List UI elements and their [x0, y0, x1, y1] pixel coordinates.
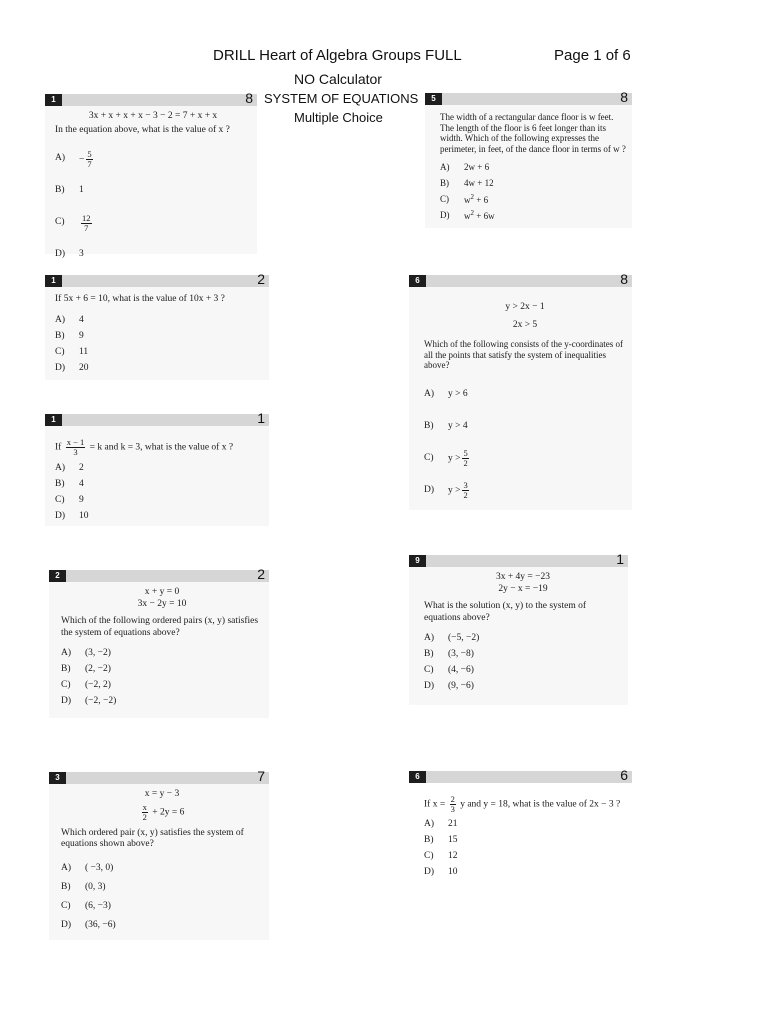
question-number: 9 — [409, 555, 426, 567]
equation: $\frac{x}{2}$ + 2y = 6 — [142, 801, 185, 822]
question-stem: Which of the following ordered pairs (x, y) satisfies the system of equations above? — [61, 616, 259, 638]
equation: x = y − 3 — [144, 789, 180, 799]
choice-value: 15 — [448, 835, 458, 846]
choice-letter: D) — [424, 681, 435, 692]
choice-letter: C) — [55, 346, 65, 357]
choice-value: ( −3, 0) — [85, 863, 114, 874]
answer-choices — [61, 646, 263, 710]
choice-value: 21 — [448, 819, 458, 830]
answer-choice[interactable] — [55, 175, 251, 207]
choice-letter: C) — [61, 680, 71, 691]
choice-value: 10 — [448, 867, 458, 878]
document-title: DRILL Heart of Algebra Groups FULL — [213, 47, 462, 64]
question-header-bar — [409, 275, 632, 287]
answer-choice[interactable] — [424, 833, 626, 849]
question-card — [49, 566, 269, 718]
answer-choice[interactable] — [424, 663, 622, 679]
choice-value: 2w + 6 — [464, 161, 490, 172]
question-stem: In the equation above, what is the value of x ? — [55, 124, 230, 135]
equation: 2x > 5 — [512, 319, 538, 330]
answer-choice[interactable] — [424, 865, 626, 881]
calculator-note: NO Calculator — [294, 71, 382, 87]
answer-choice[interactable] — [55, 345, 263, 361]
answer-choice[interactable] — [424, 849, 626, 865]
choice-letter: C) — [61, 901, 71, 912]
question-number: 2 — [49, 570, 66, 582]
answer-choice[interactable] — [424, 647, 622, 663]
fraction: $\frac{2}{3}$ — [450, 794, 455, 814]
question-format: Multiple Choice — [294, 110, 383, 125]
choice-letter: A) — [61, 863, 72, 874]
choice-value: $w^2 + 6$ — [464, 193, 489, 206]
choice-value: − $\frac{5}{7}$ — [79, 148, 92, 169]
answer-choices — [55, 313, 263, 377]
choice-letter: C) — [440, 193, 449, 204]
answer-choice[interactable] — [61, 898, 263, 917]
answer-choice[interactable] — [440, 159, 626, 175]
choice-value: 4w + 12 — [464, 177, 494, 188]
choice-letter: A) — [424, 633, 435, 644]
answer-choice[interactable] — [55, 143, 251, 175]
choice-value: y > 6 — [448, 388, 468, 399]
choice-value: (6, −3) — [85, 901, 111, 912]
answer-choice[interactable] — [55, 361, 263, 377]
choice-value: 1 — [79, 185, 84, 196]
choice-value: (−2, 2) — [85, 680, 111, 691]
answer-choice[interactable] — [424, 679, 622, 695]
answer-choice[interactable] — [61, 860, 263, 879]
choice-value: (0, 3) — [85, 882, 106, 893]
answer-choice[interactable] — [61, 678, 263, 694]
choice-letter: B) — [440, 177, 449, 188]
question-card — [409, 767, 632, 881]
choice-letter: B) — [55, 185, 65, 196]
choice-letter: C) — [424, 665, 434, 676]
choice-letter: A) — [424, 819, 435, 830]
question-stem: What is the solution (x, y) to the system of equations above? — [424, 601, 587, 623]
answer-choices — [55, 461, 263, 525]
choice-value: 2 — [79, 463, 84, 474]
choice-letter: A) — [55, 153, 66, 164]
answer-choice[interactable] — [424, 817, 626, 833]
answer-choice[interactable] — [55, 207, 251, 239]
choice-value: y > $\frac{3}{2}$ — [448, 480, 468, 500]
question-card — [409, 551, 628, 705]
answer-choice[interactable] — [424, 411, 626, 443]
equation: 3x + x + x + x − 3 − 2 = 7 + x + x — [88, 111, 218, 121]
choice-value: (4, −6) — [448, 665, 474, 676]
question-number: 6 — [409, 771, 426, 783]
choice-letter: D) — [55, 511, 66, 522]
question-stem: The width of a rectangular dance floor is w feet. The length of the floor is 6 feet longer than its width. Which of the following expresses the perimeter, in feet, of the dance floor in terms of w ? — [440, 112, 626, 154]
answer-choice[interactable] — [61, 662, 263, 678]
choice-value: (36, −6) — [85, 920, 116, 931]
choice-value: $w^2 + 6w$ — [464, 209, 495, 222]
choice-letter: A) — [440, 161, 450, 172]
question-stem: If $\frac{x - 1}{3}$ = k and k = 3, what is the value of x ? — [55, 437, 234, 457]
answer-choice[interactable] — [424, 631, 622, 647]
choice-letter: B) — [424, 420, 434, 431]
choice-letter: B) — [55, 330, 65, 341]
question-stem: If 5x + 6 = 10, what is the value of 10x + 3 ? — [55, 294, 225, 304]
choice-letter: B) — [55, 479, 65, 490]
answer-choice[interactable] — [55, 477, 263, 493]
choice-letter: D) — [61, 920, 72, 931]
choice-value: (3, −8) — [448, 649, 474, 660]
answer-choices — [424, 379, 626, 507]
equation: 2y − x = −19 — [498, 583, 548, 594]
choice-letter: C) — [424, 452, 434, 463]
fraction: $\frac{x}{2}$ — [142, 801, 147, 822]
choice-letter: D) — [424, 867, 435, 878]
choice-value: (3, −2) — [85, 648, 111, 659]
answer-choice[interactable] — [440, 191, 626, 207]
choice-letter: A) — [55, 314, 66, 325]
question-header-bar — [409, 555, 628, 567]
choice-value: 9 — [79, 495, 84, 506]
choice-letter: A) — [424, 388, 435, 399]
choice-letter: C) — [55, 217, 65, 228]
answer-choice[interactable] — [61, 694, 263, 710]
question-header-bar — [409, 771, 632, 783]
difficulty-level: 1 — [257, 410, 265, 426]
answer-choices — [424, 631, 622, 695]
answer-choice[interactable] — [61, 917, 263, 936]
answer-choice[interactable] — [61, 646, 263, 662]
answer-choice[interactable] — [424, 379, 626, 411]
question-card — [49, 768, 269, 940]
answer-choices — [440, 159, 626, 223]
question-number: 5 — [425, 93, 442, 105]
choice-letter: C) — [55, 495, 65, 506]
choice-letter: D) — [61, 696, 72, 707]
fraction: $\frac{x - 1}{3}$ — [66, 437, 85, 457]
answer-choice[interactable] — [440, 175, 626, 191]
question-number: 3 — [49, 772, 66, 784]
page-number: Page 1 of 6 — [554, 47, 631, 64]
choice-value: $\frac{12}{7}$ — [82, 212, 91, 233]
answer-choice[interactable] — [55, 329, 263, 345]
choice-value: y > 4 — [448, 420, 468, 431]
difficulty-level: 7 — [257, 768, 265, 784]
equation: 3x − 2y = 10 — [137, 598, 187, 609]
question-stem: Which ordered pair (x, y) satisfies the system of equations shown above? — [61, 827, 244, 849]
answer-choices — [55, 143, 251, 271]
answer-choice[interactable] — [55, 239, 251, 271]
answer-choice[interactable] — [55, 509, 263, 525]
difficulty-level: 2 — [257, 566, 265, 582]
choice-value: (−5, −2) — [448, 633, 480, 644]
difficulty-level: 6 — [620, 767, 628, 783]
choice-value: (2, −2) — [85, 664, 111, 675]
question-card — [45, 410, 269, 526]
question-number: 1 — [45, 94, 62, 106]
answer-choice[interactable] — [424, 475, 626, 507]
answer-choices — [424, 817, 626, 881]
difficulty-level: 1 — [616, 551, 624, 567]
answer-choice[interactable] — [61, 879, 263, 898]
difficulty-level: 8 — [620, 89, 628, 105]
question-header-bar — [45, 275, 269, 287]
choice-value: 20 — [79, 362, 89, 373]
question-stem: If x = $\frac{2}{3}$ y and y = 18, what is the value of 2x − 3 ? — [424, 794, 621, 814]
section-topic: SYSTEM OF EQUATIONS — [264, 91, 419, 106]
choice-value: (−2, −2) — [85, 696, 117, 707]
equation: y > 2x − 1 — [505, 302, 545, 312]
choice-letter: B) — [424, 835, 434, 846]
choice-value: y > $\frac{5}{2}$ — [448, 448, 468, 468]
choice-letter: A) — [61, 648, 72, 659]
choice-letter: B) — [61, 664, 71, 675]
choice-letter: D) — [440, 209, 450, 220]
difficulty-level: 8 — [245, 90, 253, 106]
choice-letter: A) — [55, 463, 66, 474]
choice-value: 11 — [79, 346, 89, 357]
choice-letter: D) — [424, 484, 435, 495]
choice-value: 3 — [79, 249, 84, 260]
question-stem: Which of the following consists of the y-coordinates of all the points that satisfy the system of inequalities above? — [424, 339, 623, 370]
choice-letter: B) — [424, 649, 434, 660]
equation: x + y = 0 — [144, 587, 180, 597]
question-header-bar — [49, 772, 269, 784]
choice-letter: C) — [424, 851, 434, 862]
question-card — [409, 271, 632, 510]
choice-value: 10 — [79, 511, 89, 522]
answer-choice[interactable] — [55, 493, 263, 509]
choice-value: (9, −6) — [448, 681, 474, 692]
question-card — [425, 89, 632, 228]
difficulty-level: 8 — [620, 271, 628, 287]
choice-letter: D) — [55, 362, 66, 373]
answer-choice[interactable] — [440, 207, 626, 223]
answer-choices — [61, 860, 263, 936]
choice-value: 4 — [79, 479, 84, 490]
question-card — [45, 271, 269, 380]
question-header-bar — [49, 570, 269, 582]
answer-choice[interactable] — [55, 313, 263, 329]
choice-value: 12 — [448, 851, 458, 862]
question-number: 6 — [409, 275, 426, 287]
question-header-bar — [45, 94, 257, 106]
question-number: 1 — [45, 275, 62, 287]
question-header-bar — [45, 414, 269, 426]
choice-value: 4 — [79, 314, 84, 325]
difficulty-level: 2 — [257, 271, 265, 287]
answer-choice[interactable] — [55, 461, 263, 477]
choice-value: 9 — [79, 330, 84, 341]
question-card — [45, 90, 257, 260]
question-number: 1 — [45, 414, 62, 426]
choice-letter: B) — [61, 882, 71, 893]
equation: 3x + 4y = −23 — [495, 572, 551, 582]
answer-choice[interactable] — [424, 443, 626, 475]
choice-letter: D) — [55, 249, 66, 260]
question-header-bar — [425, 93, 632, 105]
